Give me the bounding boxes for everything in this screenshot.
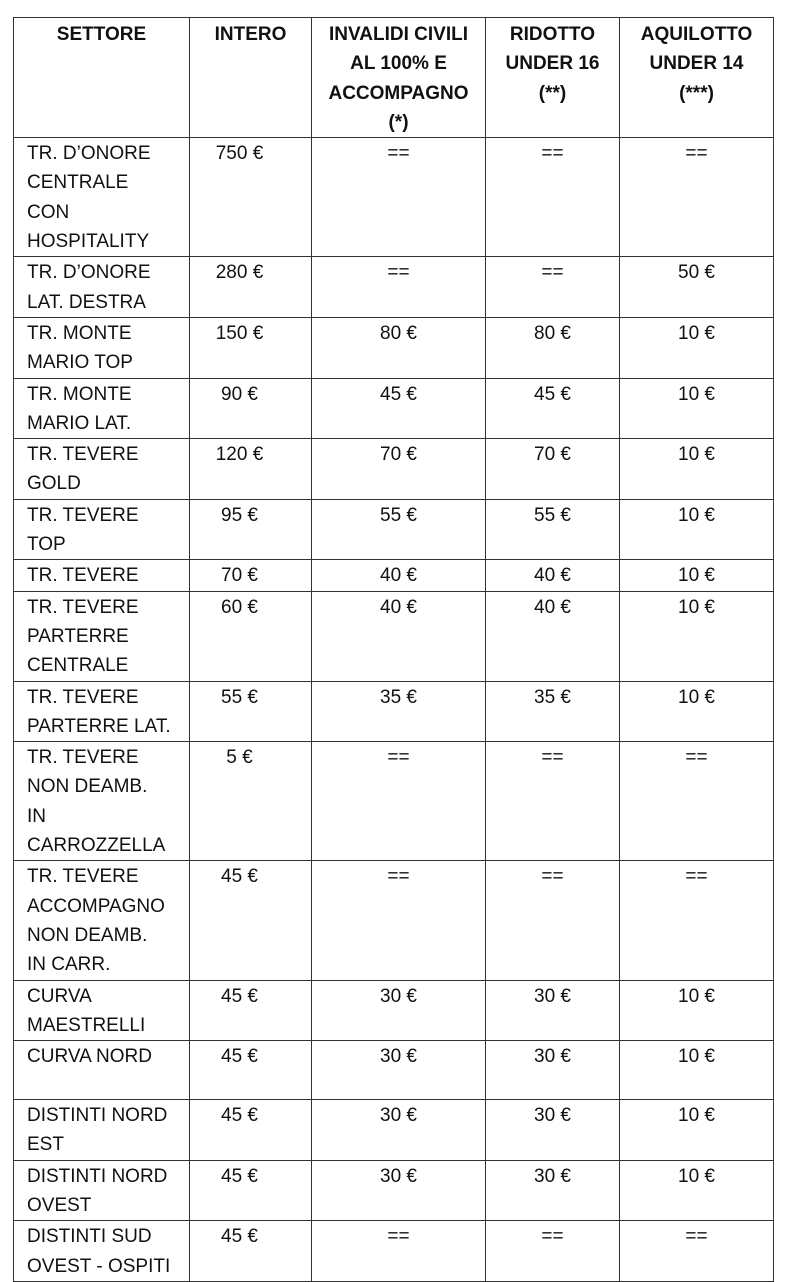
cell-intero: 120 € [190, 439, 312, 500]
cell-settore [14, 257, 190, 318]
table-row [14, 560, 774, 591]
cell-invalidi-civili: 30 € [312, 1160, 486, 1221]
header-line: RIDOTTO [509, 24, 596, 45]
cell-invalidi-civili: 45 € [312, 378, 486, 439]
settore-line: DISTINTI NORD [27, 1105, 168, 1127]
table-row [14, 1100, 774, 1161]
cell-aquilotto-under-14: 10 € [620, 591, 774, 681]
cell-intero: 5 € [190, 742, 312, 861]
cell-invalidi-civili: 70 € [312, 439, 486, 500]
cell-aquilotto-under-14: 10 € [620, 1041, 774, 1100]
table-row [14, 681, 774, 742]
header-settore [14, 18, 190, 138]
cell-ridotto-under-16: 70 € [486, 439, 620, 500]
cell-intero: 150 € [190, 317, 312, 378]
table-row [14, 980, 774, 1041]
settore-line: CARROZZELLA [27, 835, 166, 857]
cell-ridotto-under-16: 45 € [486, 378, 620, 439]
cell-intero: 45 € [190, 1160, 312, 1221]
header-line: INTERO [214, 24, 287, 45]
settore-line: IN [27, 805, 46, 827]
settore-line: TR. TEVERE [27, 596, 139, 618]
cell-ridotto-under-16: == [486, 1221, 620, 1282]
cell-intero: 70 € [190, 560, 312, 591]
settore-line: TR. MONTE [27, 322, 132, 344]
cell-settore [14, 681, 190, 742]
table-row [14, 861, 774, 980]
header-line: (*) [388, 111, 409, 133]
settore-line: MAESTRELLI [27, 1014, 146, 1036]
cell-settore [14, 1041, 190, 1100]
settore-line: HOSPITALITY [27, 231, 150, 253]
cell-ridotto-under-16: 30 € [486, 1041, 620, 1100]
cell-invalidi-civili: 40 € [312, 560, 486, 591]
cell-settore [14, 742, 190, 861]
cell-ridotto-under-16: == [486, 257, 620, 318]
settore-line: EST [27, 1134, 64, 1156]
table-row [14, 1041, 774, 1100]
cell-aquilotto-under-14: 50 € [620, 257, 774, 318]
cell-intero: 60 € [190, 591, 312, 681]
cell-settore [14, 1100, 190, 1161]
settore-line: CURVA [27, 985, 92, 1007]
cell-ridotto-under-16: == [486, 138, 620, 257]
table-row [14, 591, 774, 681]
cell-intero: 750 € [190, 138, 312, 257]
settore-line: TR. TEVERE [27, 504, 139, 526]
cell-ridotto-under-16: 55 € [486, 499, 620, 560]
header-line: UNDER 14 [649, 53, 744, 75]
settore-line: CENTRALE [27, 655, 129, 677]
cell-settore [14, 138, 190, 257]
settore-line: CURVA NORD [27, 1046, 152, 1068]
cell-invalidi-civili: 35 € [312, 681, 486, 742]
cell-ridotto-under-16: == [486, 742, 620, 861]
cell-ridotto-under-16: 80 € [486, 317, 620, 378]
cell-aquilotto-under-14: 10 € [620, 499, 774, 560]
settore-line: ACCOMPAGNO [27, 895, 165, 917]
settore-line: OVEST [27, 1194, 92, 1216]
cell-aquilotto-under-14: == [620, 861, 774, 980]
cell-intero: 45 € [190, 1100, 312, 1161]
cell-intero: 45 € [190, 1041, 312, 1100]
settore-line: PARTERRE LAT. [27, 715, 171, 737]
cell-invalidi-civili: == [312, 742, 486, 861]
header-line: AL 100% E [350, 53, 447, 75]
cell-intero: 45 € [190, 1221, 312, 1282]
table-row [14, 499, 774, 560]
cell-intero: 280 € [190, 257, 312, 318]
cell-settore [14, 980, 190, 1041]
cell-invalidi-civili: == [312, 138, 486, 257]
settore-line: NON DEAMB. [27, 776, 148, 798]
settore-line: CON [27, 201, 70, 223]
settore-line: OVEST - OSPITI [27, 1255, 171, 1277]
header-line: AQUILOTTO [640, 24, 753, 45]
cell-aquilotto-under-14: == [620, 1221, 774, 1282]
cell-intero: 55 € [190, 681, 312, 742]
header-ridotto-under-16 [486, 18, 620, 138]
table-row [14, 439, 774, 500]
header-line: ACCOMPAGNO [328, 82, 469, 104]
cell-ridotto-under-16: == [486, 861, 620, 980]
cell-invalidi-civili: 30 € [312, 1100, 486, 1161]
table-header [14, 18, 774, 138]
settore-line: CENTRALE [27, 172, 129, 194]
cell-aquilotto-under-14: 10 € [620, 1160, 774, 1221]
cell-settore [14, 439, 190, 500]
header-aquilotto-under-14 [620, 18, 774, 138]
header-invalidi-civili [312, 18, 486, 138]
settore-line: MARIO LAT. [27, 412, 132, 434]
cell-intero: 45 € [190, 980, 312, 1041]
cell-settore [14, 378, 190, 439]
settore-line: NON DEAMB. [27, 924, 148, 946]
header-intero [190, 18, 312, 138]
cell-invalidi-civili: 80 € [312, 317, 486, 378]
settore-line: TR. TEVERE [27, 866, 139, 888]
header-line: INVALIDI CIVILI [329, 24, 468, 45]
settore-line: GOLD [27, 473, 81, 495]
settore-line: LAT. DESTRA [27, 291, 146, 313]
header-row [14, 18, 774, 138]
cell-ridotto-under-16: 30 € [486, 1160, 620, 1221]
settore-line: TR. TEVERE [27, 686, 139, 708]
cell-aquilotto-under-14: 10 € [620, 1100, 774, 1161]
settore-line: TR. TEVERE [27, 747, 139, 769]
cell-invalidi-civili: == [312, 861, 486, 980]
table-row [14, 1221, 774, 1282]
cell-settore [14, 499, 190, 560]
cell-aquilotto-under-14: 10 € [620, 439, 774, 500]
settore-line: TOP [27, 534, 66, 556]
cell-aquilotto-under-14: == [620, 138, 774, 257]
header-line: SETTORE [56, 24, 147, 45]
settore-line: IN CARR. [27, 954, 111, 976]
table-row [14, 317, 774, 378]
cell-ridotto-under-16: 40 € [486, 560, 620, 591]
cell-ridotto-under-16: 30 € [486, 980, 620, 1041]
settore-line: TR. TEVERE [27, 444, 139, 466]
header-line: UNDER 16 [505, 53, 600, 75]
settore-line: TR. TEVERE [27, 565, 139, 587]
cell-invalidi-civili: == [312, 1221, 486, 1282]
cell-aquilotto-under-14: 10 € [620, 317, 774, 378]
cell-ridotto-under-16: 30 € [486, 1100, 620, 1161]
settore-line: DISTINTI NORD [27, 1165, 168, 1187]
cell-aquilotto-under-14: == [620, 742, 774, 861]
cell-invalidi-civili: == [312, 257, 486, 318]
table-row [14, 257, 774, 318]
cell-intero: 45 € [190, 861, 312, 980]
settore-line: TR. D’ONORE [27, 262, 151, 284]
table-row [14, 378, 774, 439]
cell-ridotto-under-16: 40 € [486, 591, 620, 681]
ticket-price-table [13, 17, 774, 1282]
settore-line: TR. D’ONORE [27, 143, 151, 165]
cell-aquilotto-under-14: 10 € [620, 681, 774, 742]
table-row [14, 138, 774, 257]
cell-invalidi-civili: 30 € [312, 980, 486, 1041]
cell-aquilotto-under-14: 10 € [620, 378, 774, 439]
cell-aquilotto-under-14: 10 € [620, 980, 774, 1041]
table-row [14, 742, 774, 861]
cell-settore [14, 560, 190, 591]
settore-line: DISTINTI SUD [27, 1226, 152, 1248]
cell-ridotto-under-16: 35 € [486, 681, 620, 742]
cell-settore [14, 317, 190, 378]
header-line: (**) [538, 82, 567, 104]
table-row [14, 1160, 774, 1221]
cell-settore [14, 591, 190, 681]
settore-line: TR. MONTE [27, 383, 132, 405]
cell-invalidi-civili: 40 € [312, 591, 486, 681]
cell-invalidi-civili: 55 € [312, 499, 486, 560]
settore-line: MARIO TOP [27, 352, 133, 374]
cell-invalidi-civili: 30 € [312, 1041, 486, 1100]
table-body [14, 138, 774, 1282]
cell-settore [14, 861, 190, 980]
cell-settore [14, 1160, 190, 1221]
cell-aquilotto-under-14: 10 € [620, 560, 774, 591]
header-line: (***) [679, 82, 714, 104]
cell-settore [14, 1221, 190, 1282]
settore-line: PARTERRE [27, 625, 129, 647]
cell-intero: 90 € [190, 378, 312, 439]
cell-intero: 95 € [190, 499, 312, 560]
